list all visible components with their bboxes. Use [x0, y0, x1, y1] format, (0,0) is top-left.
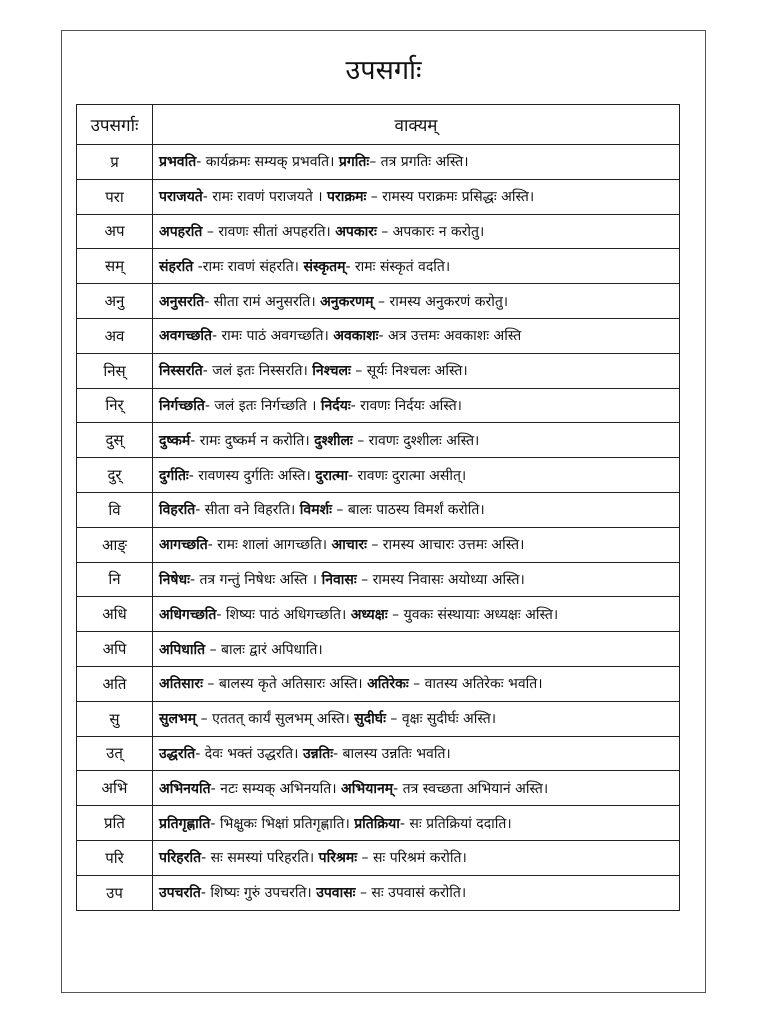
sentence-cell	[153, 527, 680, 562]
sentence-cell	[153, 179, 680, 214]
table-row	[77, 423, 680, 458]
table-body	[77, 145, 680, 911]
example-sentence-1: - भिक्षुकः भिक्षां प्रतिगृह्णाति।	[210, 815, 350, 832]
example-word-2: अध्यक्षः	[350, 606, 388, 623]
example-word-2: संस्कृतम्	[303, 258, 346, 275]
example-sentence-1: - जलं इतः निस्सरति।	[202, 363, 308, 380]
table-row	[77, 179, 680, 214]
example-word-1: उपचरति	[159, 885, 201, 902]
example-sentence-1: - देवः भक्तं उद्धरति।	[195, 745, 299, 762]
example-sentence-1: – बालः द्वारं अपिधाति।	[205, 641, 323, 658]
example-word-1: निषेधः	[159, 571, 190, 588]
prefix-cell: अति	[77, 666, 153, 701]
example-word-2: उपवासः	[316, 885, 356, 902]
example-word-2: सुदीर्घः	[354, 711, 386, 728]
example-sentence-2: - रावणः दुरात्मा असीत्।	[347, 467, 467, 484]
prefix-cell: निस्	[77, 353, 153, 388]
sentence-cell	[153, 318, 680, 353]
example-word-2: निश्चलः	[312, 363, 351, 380]
example-sentence-1: - रामः रावणं पराजयते ।	[202, 189, 323, 206]
table-row	[77, 318, 680, 353]
sentence-cell	[153, 840, 680, 875]
example-sentence-2: - तत्र स्वच्छता अभियानं अस्ति।	[393, 780, 549, 797]
example-word-1: परिहरति	[159, 850, 202, 867]
example-word-1: सुलभम्	[159, 711, 197, 728]
table-row	[77, 353, 680, 388]
example-sentence-2: – रामस्य आचारः उत्तमः अस्ति।	[366, 537, 525, 554]
prefix-cell: प्रति	[77, 806, 153, 841]
sentence-cell	[153, 701, 680, 736]
prefix-cell: सम्	[77, 249, 153, 284]
example-word-1: निस्सरति	[159, 363, 203, 380]
header-prefix: उपसर्गाः	[77, 105, 153, 145]
example-sentence-2: – रावणः दुश्शीलः अस्ति।	[352, 432, 480, 449]
example-word-2: अनुकरणम्	[320, 293, 374, 310]
prefix-cell: अभि	[77, 771, 153, 806]
example-sentence-2: - सः प्रतिक्रियां ददाति।	[399, 815, 512, 832]
prefix-cell: अप	[77, 214, 153, 249]
example-word-2: पराक्रमः	[327, 189, 367, 206]
table-row	[77, 632, 680, 667]
prefix-cell: दुस्	[77, 423, 153, 458]
prefix-cell: निर्	[77, 388, 153, 423]
prefix-cell: परि	[77, 840, 153, 875]
example-sentence-2: - बालस्य उन्नतिः भवति।	[333, 745, 451, 762]
example-sentence-1: - तत्र गन्तुं निषेधः अस्ति ।	[189, 571, 318, 588]
example-sentence-2: – बालः पाठस्य विमर्शं करोति।	[331, 502, 485, 519]
sentence-cell	[153, 458, 680, 493]
prefix-table	[76, 104, 680, 911]
prefix-cell: अधि	[77, 597, 153, 632]
example-word-1: अभिनयति	[159, 780, 211, 797]
example-word-1: संहरति	[159, 258, 194, 275]
table-row	[77, 840, 680, 875]
sentence-cell	[153, 145, 680, 180]
example-sentence-2: – सः उपवासं करोति।	[355, 885, 467, 902]
example-sentence-2: – अपकारः न करोतु।	[376, 223, 485, 240]
example-sentence-2: – वृक्षः सुदीर्घः अस्ति।	[385, 711, 497, 728]
prefix-cell: सु	[77, 701, 153, 736]
example-word-1: अवगच्छति	[159, 328, 212, 345]
example-word-2: दुश्शीलः	[314, 432, 353, 449]
table-row	[77, 875, 680, 910]
example-word-2: विमर्शः	[299, 502, 332, 519]
example-word-1: अतिसारः	[159, 676, 203, 693]
example-sentence-1: - शिष्यः पाठं अधिगच्छति।	[216, 606, 347, 623]
example-sentence-2: – रामस्य अनुकरणं करोतु।	[373, 293, 509, 310]
example-sentence-1: - रामः पाठं अवगच्छति।	[211, 328, 329, 345]
prefix-cell: नि	[77, 562, 153, 597]
table-row	[77, 145, 680, 180]
table-row	[77, 736, 680, 771]
example-word-2: अतिरेकः	[367, 676, 409, 693]
example-word-2: आचारः	[331, 537, 367, 554]
header-sentence: वाक्यम्	[153, 105, 680, 145]
example-sentence-2: – रामस्य निवासः अयोध्या अस्ति।	[356, 571, 525, 588]
sentence-cell	[153, 771, 680, 806]
sentence-cell	[153, 423, 680, 458]
prefix-cell: उत्	[77, 736, 153, 771]
example-sentence-2: – युवकः संस्थायाः अध्यक्षः अस्ति।	[387, 606, 559, 623]
example-word-1: आगच्छति	[159, 537, 208, 554]
table-row	[77, 771, 680, 806]
prefix-cell: उप	[77, 875, 153, 910]
prefix-cell: अव	[77, 318, 153, 353]
example-word-1: प्रभवति	[159, 154, 197, 171]
example-sentence-1: -रामः रावणं संहरति।	[193, 258, 299, 275]
sentence-cell	[153, 214, 680, 249]
example-word-1: पराजयते	[159, 189, 203, 206]
example-word-2: अवकाशः	[333, 328, 379, 345]
example-word-1: अधिगच्छति	[159, 606, 217, 623]
table-row	[77, 562, 680, 597]
prefix-cell: वि	[77, 492, 153, 527]
prefix-cell: आङ्	[77, 527, 153, 562]
sentence-cell	[153, 666, 680, 701]
example-sentence-1: – एततत् कार्यं सुलभम् अस्ति।	[196, 711, 350, 728]
example-sentence-1: – रावणः सीतां अपहरति।	[202, 223, 331, 240]
sentence-cell	[153, 249, 680, 284]
example-sentence-2: – तत्र प्रगतिः अस्ति।	[369, 154, 469, 171]
sentence-cell	[153, 632, 680, 667]
table-row	[77, 666, 680, 701]
example-sentence-1: - शिष्यः गुरुं उपचरति।	[200, 885, 312, 902]
prefix-cell: परा	[77, 179, 153, 214]
table-row	[77, 527, 680, 562]
example-word-1: विहरति	[159, 502, 196, 519]
example-word-2: उन्नतिः	[302, 745, 334, 762]
prefix-cell: अपि	[77, 632, 153, 667]
example-sentence-1: - रावणस्य दुर्गतिः अस्ति।	[188, 467, 311, 484]
example-word-1: अनुसरति	[159, 293, 205, 310]
table-row	[77, 214, 680, 249]
table-row	[77, 249, 680, 284]
table-row	[77, 701, 680, 736]
example-sentence-2: - रामः संस्कृतं वदति।	[345, 258, 451, 275]
example-word-1: दुष्कर्म	[159, 432, 191, 449]
sentence-cell	[153, 284, 680, 319]
sentence-cell	[153, 353, 680, 388]
example-sentence-1: - रामः दुष्कर्म न करोति।	[190, 432, 310, 449]
example-sentence-2: - रावणः निर्दयः अस्ति।	[350, 397, 462, 414]
sentence-cell	[153, 597, 680, 632]
example-word-1: अपिधाति	[159, 641, 206, 658]
example-word-2: अपकारः	[335, 223, 377, 240]
example-sentence-1: – बालस्य कृते अतिसारः अस्ति।	[202, 676, 363, 693]
example-word-2: प्रगतिः	[338, 154, 370, 171]
table-row	[77, 597, 680, 632]
example-sentence-2: – वातस्य अतिरेकः भवति।	[408, 676, 543, 693]
example-sentence-1: - सीता वने विहरति।	[195, 502, 296, 519]
example-sentence-1: - सः समस्यां परिहरति।	[201, 850, 315, 867]
prefix-cell: दुर्	[77, 458, 153, 493]
table-row	[77, 284, 680, 319]
example-sentence-1: - कार्यक्रमः सम्यक् प्रभवति।	[196, 154, 335, 171]
example-word-1: निर्गच्छति	[159, 397, 205, 414]
example-sentence-2: - अत्र उत्तमः अवकाशः अस्ति	[378, 328, 522, 345]
example-sentence-1: - सीता रामं अनुसरति।	[204, 293, 316, 310]
example-sentence-2: – सूर्यः निश्चलः अस्ति।	[350, 363, 468, 380]
example-word-2: प्रतिक्रिया	[354, 815, 400, 832]
sentence-cell	[153, 388, 680, 423]
table-row	[77, 492, 680, 527]
example-sentence-1: - जलं इतः निर्गच्छति ।	[204, 397, 317, 414]
page-title: उपसर्गाः	[345, 55, 422, 86]
example-word-1: प्रतिगृह्णाति	[159, 815, 211, 832]
table-header-row	[77, 105, 680, 145]
example-word-2: निवासः	[321, 571, 357, 588]
example-sentence-1: - रामः शालां आगच्छति।	[207, 537, 328, 554]
example-word-2: अभियानम्	[341, 780, 394, 797]
sentence-cell	[153, 562, 680, 597]
example-word-1: दुर्गतिः	[159, 467, 189, 484]
sentence-cell	[153, 736, 680, 771]
sentence-cell	[153, 806, 680, 841]
prefix-cell: अनु	[77, 284, 153, 319]
example-word-1: अपहरति	[159, 223, 203, 240]
example-sentence-1: - नटः सम्यक् अभिनयति।	[210, 780, 337, 797]
table-row	[77, 458, 680, 493]
sentence-cell	[153, 492, 680, 527]
example-word-2: दुरात्मा	[315, 467, 348, 484]
example-word-2: निर्दयः	[320, 397, 351, 414]
example-sentence-2: – रामस्य पराक्रमः प्रसिद्धः अस्ति।	[366, 189, 535, 206]
example-word-1: उद्धरति	[159, 745, 196, 762]
table-row	[77, 388, 680, 423]
prefix-cell: प्र	[77, 145, 153, 180]
example-sentence-2: – सः परिश्रमं करोति।	[357, 850, 467, 867]
table-row	[77, 806, 680, 841]
example-word-2: परिश्रमः	[318, 850, 358, 867]
sentence-cell	[153, 875, 680, 910]
